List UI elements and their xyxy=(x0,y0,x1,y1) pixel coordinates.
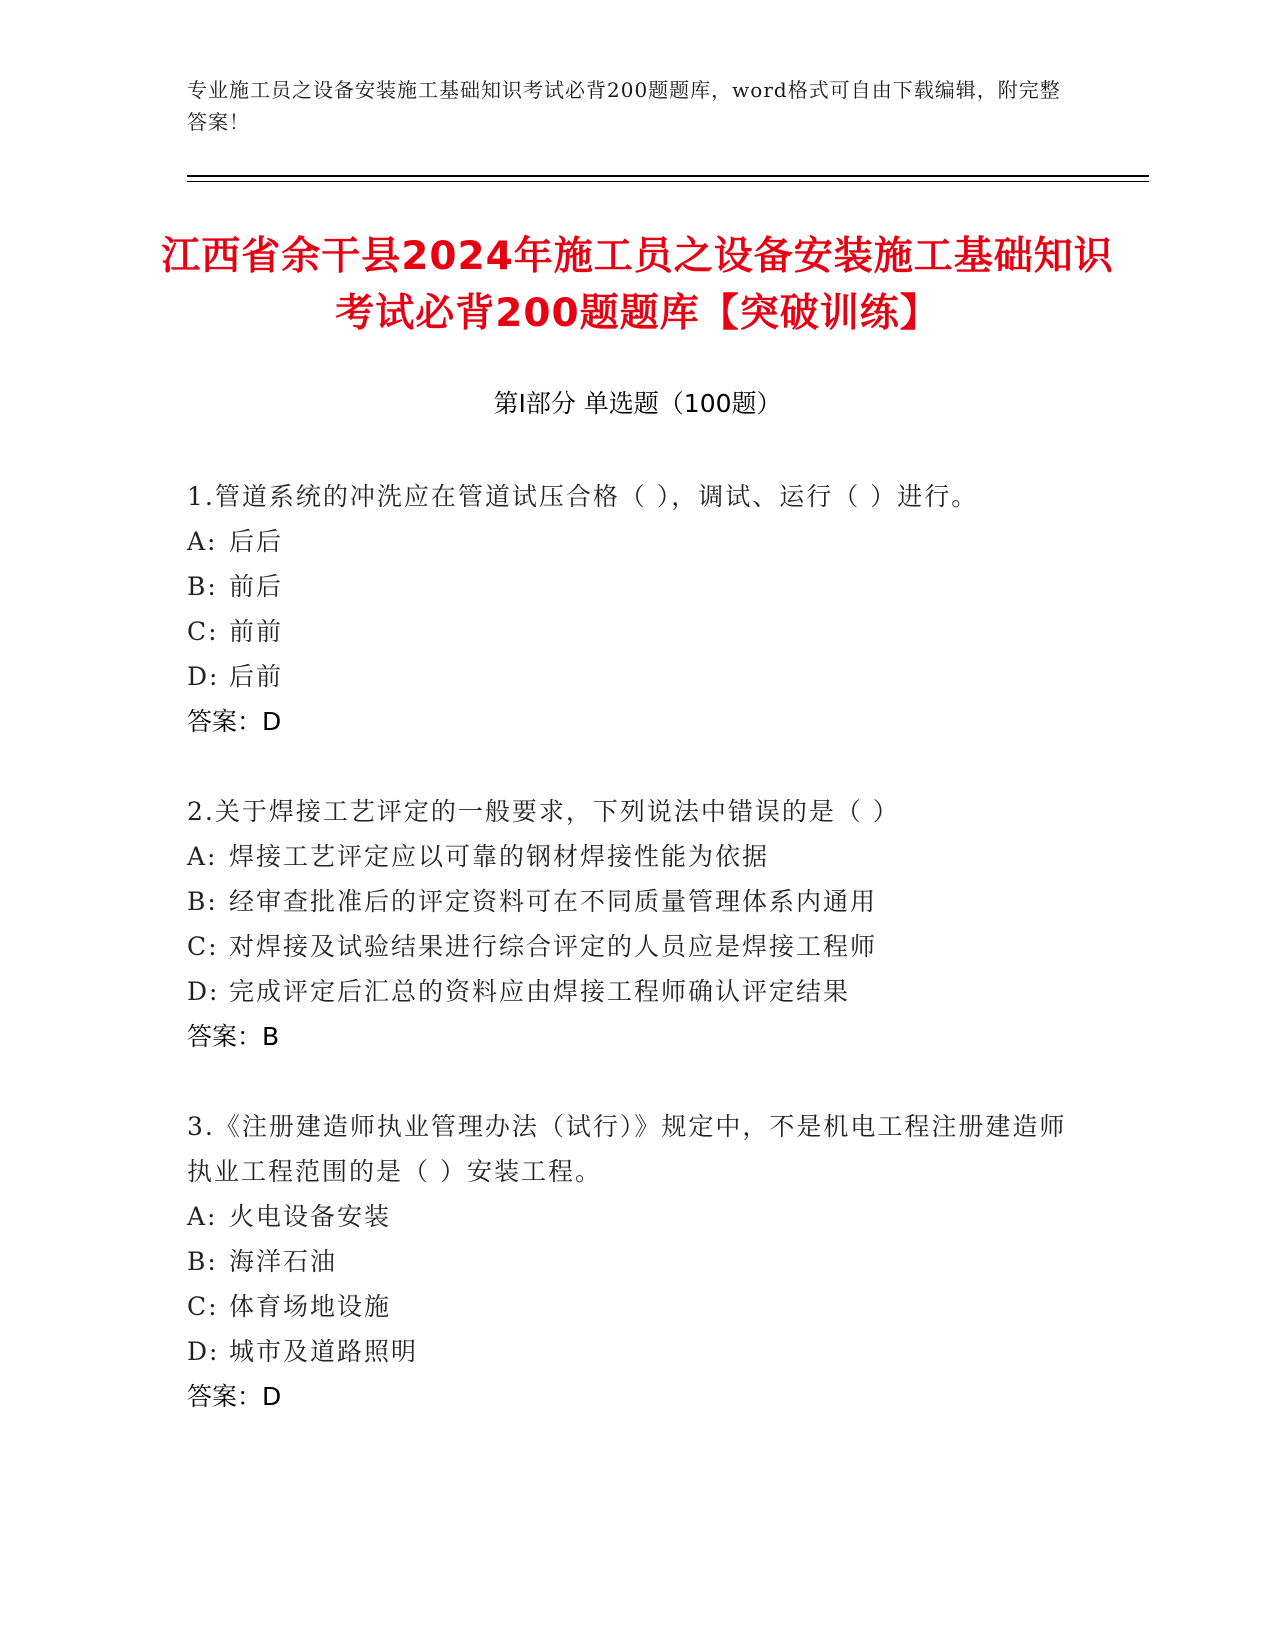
header-note: 专业施工员之设备安装施工基础知识考试必背200题题库，word格式可自由下载编辑，附完整答案！ xyxy=(187,78,1061,134)
answer: 答案：D xyxy=(187,707,282,736)
option-a xyxy=(187,1194,1087,1239)
option-key: D: xyxy=(187,1337,220,1366)
option-text: 火电设备安装 xyxy=(229,1202,392,1231)
option-b xyxy=(187,879,1087,924)
question-1 xyxy=(187,474,1087,744)
option-text: 经审查批准后的评定资料可在不同质量管理体系内通用 xyxy=(229,887,878,916)
option-text: 前后 xyxy=(229,572,284,601)
option-text: 体育场地设施 xyxy=(229,1292,392,1321)
option-key: A: xyxy=(187,842,218,871)
option-text: 前前 xyxy=(229,617,284,646)
option-key: A: xyxy=(187,1202,218,1231)
question-stem: 2.关于焊接工艺评定的一般要求，下列说法中错误的是（ ） xyxy=(187,797,900,826)
option-key: D: xyxy=(187,662,220,691)
option-key: B: xyxy=(187,1247,218,1276)
option-a xyxy=(187,519,1087,564)
option-text: 焊接工艺评定应以可靠的钢材焊接性能为依据 xyxy=(229,842,770,871)
option-key: D: xyxy=(187,977,220,1006)
option-c xyxy=(187,924,1087,969)
document-title: 江西省余干县2024年施工员之设备安装施工基础知识考试必背200题题库【突破训练】 xyxy=(161,234,1114,336)
header-rule-thick xyxy=(187,175,1149,177)
option-text: 对焊接及试验结果进行综合评定的人员应是焊接工程师 xyxy=(229,932,878,961)
option-text: 后后 xyxy=(229,527,284,556)
option-text: 后前 xyxy=(229,662,284,691)
option-b xyxy=(187,1239,1087,1284)
option-key: B: xyxy=(187,572,218,601)
option-text: 完成评定后汇总的资料应由焊接工程师确认评定结果 xyxy=(229,977,851,1006)
option-d xyxy=(187,654,1087,699)
question-stem: 1.管道系统的冲洗应在管道试压合格（ ），调试、运行（ ）进行。 xyxy=(187,482,979,511)
question-stem: 3.《注册建造师执业管理办法（试行）》规定中，不是机电工程注册建造师执业工程范围的是（ ）安装工程。 xyxy=(187,1112,1067,1186)
answer: 答案：D xyxy=(187,1382,282,1411)
option-b xyxy=(187,564,1087,609)
option-key: B: xyxy=(187,887,218,916)
question-2 xyxy=(187,789,1087,1059)
option-key: C: xyxy=(187,617,219,646)
section-title: 第Ⅰ部分 单选题（100题） xyxy=(493,389,782,418)
option-key: C: xyxy=(187,1292,219,1321)
option-d xyxy=(187,1329,1087,1374)
option-a xyxy=(187,834,1087,879)
header-rule-thin xyxy=(187,181,1149,182)
answer: 答案：B xyxy=(187,1022,280,1051)
option-text: 海洋石油 xyxy=(229,1247,338,1276)
option-key: C: xyxy=(187,932,219,961)
option-d xyxy=(187,969,1087,1014)
option-key: A: xyxy=(187,527,218,556)
option-c xyxy=(187,1284,1087,1329)
option-text: 城市及道路照明 xyxy=(229,1337,419,1366)
question-3 xyxy=(187,1104,1087,1419)
question-list xyxy=(187,474,1087,1464)
option-c xyxy=(187,609,1087,654)
